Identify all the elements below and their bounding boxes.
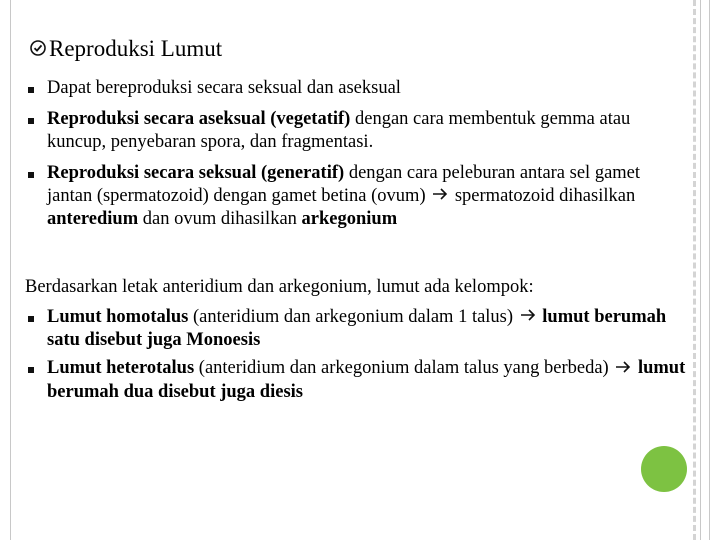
frame-right-line [709,0,710,540]
item-bold: Lumut homotalus [47,307,189,327]
item-bold: lumut berumah satu disebut juga Monoesis [47,307,667,351]
frame-right-dashes [693,0,696,540]
item-text: dengan cara peleburan antara sel gamet jantan (spermatozoid) dengan gamet betina (ovum) [47,163,641,206]
intro-text: Berdasarkan letak anteridium dan arkegonium, lumut ada kelompok: [25,277,534,297]
item-bold: Reproduksi secara aseksual (vegetatif) [47,109,351,129]
frame-left-line [10,0,11,540]
group-section [25,276,688,404]
item-bold: arkegonium [301,209,398,230]
circle-check-icon [30,36,46,62]
square-bullet-icon [28,316,34,322]
item-text: spermatozoid dihasilkan [450,186,636,206]
item-bold: Lumut heterotalus [47,358,195,379]
list-item [28,162,688,231]
item-text: dengan cara membentuk gemma atau kuncup, penyebaran spora, dan fragmentasi. [47,109,631,152]
slide-title-text: Reproduksi Lumut [49,36,223,61]
arrow-right-icon [520,306,536,329]
list-item [28,357,688,403]
item-bold: lumut berumah dua disebut juga diesis [47,358,686,402]
item-bold: Reproduksi secara seksual (generatif) [47,163,345,183]
square-bullet-icon [28,367,34,373]
item-text: Dapat bereproduksi secara seksual dan aseksual [47,78,401,98]
decorative-green-dot [641,446,687,492]
list-item [28,306,688,352]
slide-title [30,36,222,62]
list-item [28,108,688,154]
item-bold: anteredium [47,209,139,230]
item-text: (anteridium dan arkegonium dalam 1 talus) [188,307,518,327]
list-item [28,77,688,100]
arrow-right-icon [615,358,631,381]
reproduction-list [28,77,688,231]
item-text: dan ovum dihasilkan [138,209,302,230]
square-bullet-icon [28,172,34,178]
square-bullet-icon [28,87,34,93]
arrow-right-icon [432,185,448,208]
frame-inner-right-line [700,0,701,540]
square-bullet-icon [28,118,34,124]
item-text: (anteridium dan arkegonium dalam talus yang berbeda) [194,358,614,379]
